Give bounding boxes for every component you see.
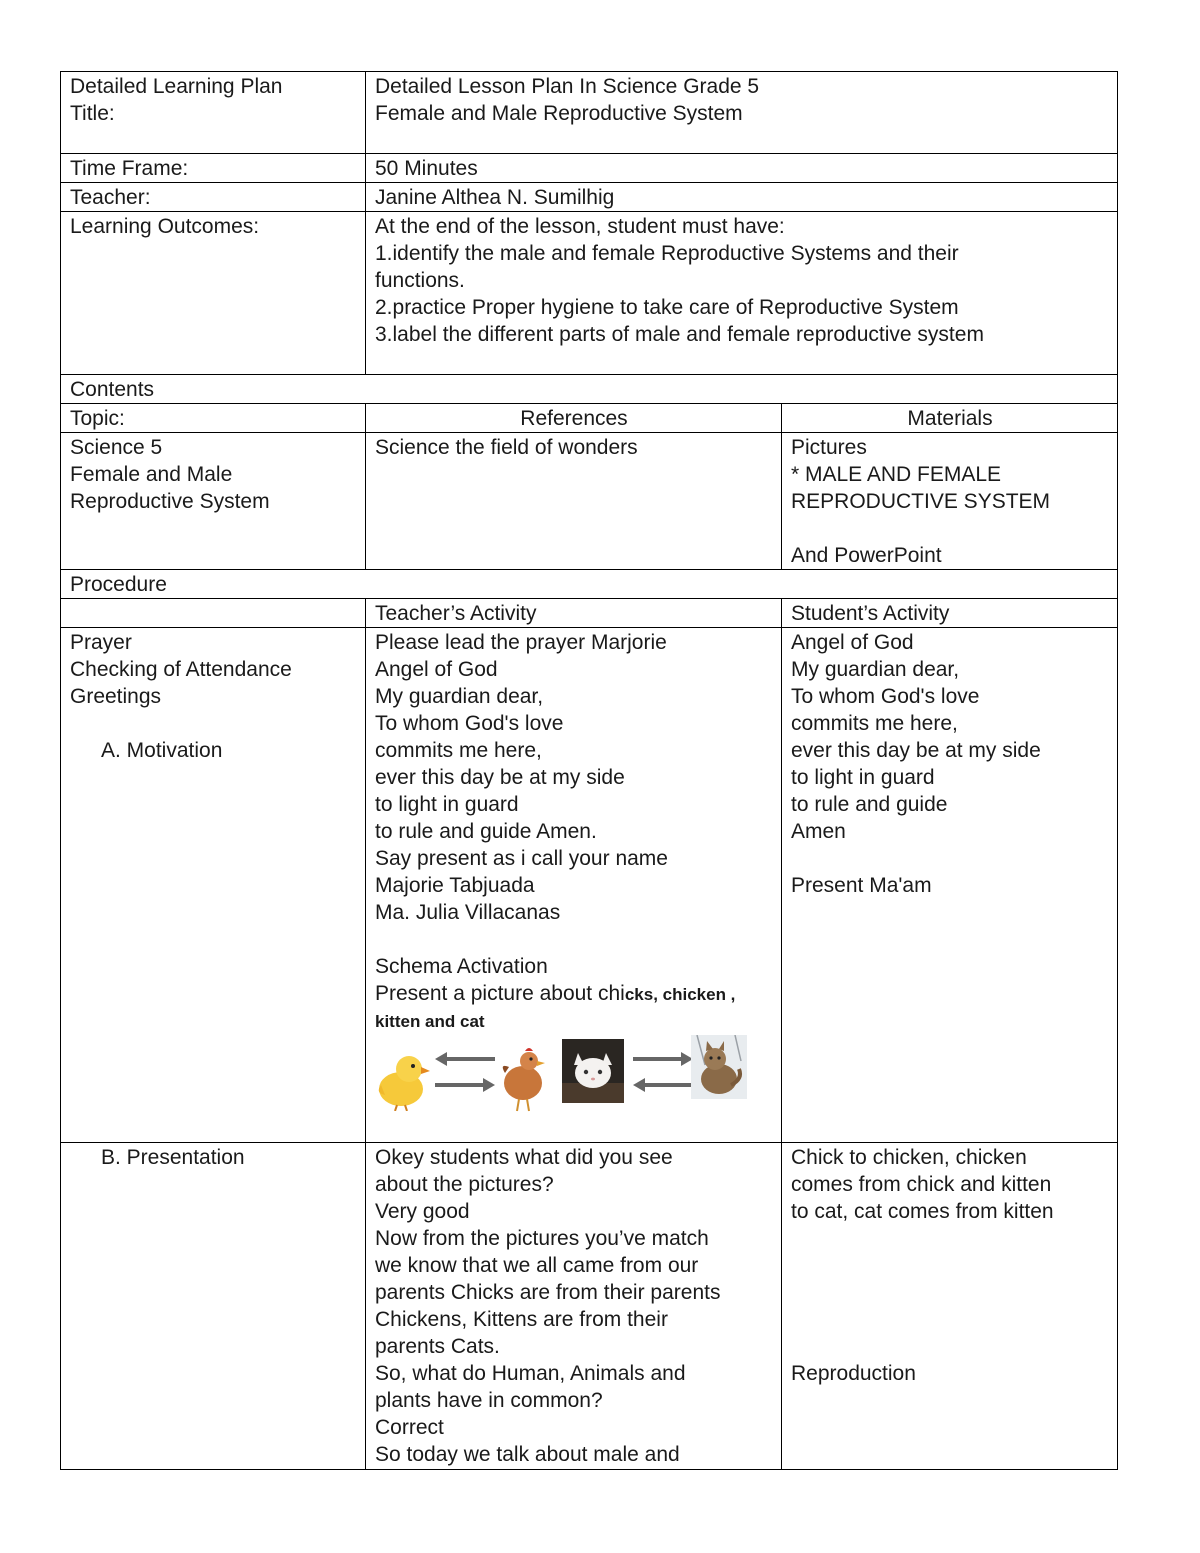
contents-row [61,433,1118,570]
procedure-heading: Procedure [61,570,1118,599]
teacher-line: parents Cats. [375,1335,500,1358]
spacer [791,515,1109,542]
schema-activation: Schema Activation [375,955,548,978]
teacher-line: to light in guard [375,793,519,816]
teacher-line: Okey students what did you see [375,1146,673,1169]
col-materials-header: Materials [782,404,1118,433]
student-present: Present Ma'am [791,874,932,897]
student-line: My guardian dear, [791,658,960,681]
section-presentation: B. Presentation [101,1146,245,1169]
student-line: to rule and guide [791,793,948,816]
teacher-line: parents Chicks are from their parents [375,1281,721,1304]
contents-heading: Contents [61,375,1118,404]
present-picture-bold: cks, chicken , [624,985,736,1004]
procedure-header-row [61,599,1118,628]
time-value: 50 Minutes [366,154,1118,183]
teacher-line: Say present as i call your name [375,847,668,870]
kitten-image [562,1039,624,1103]
chicken-image [499,1043,549,1113]
procedure-blank-header [61,599,366,628]
material-line: * MALE AND FEMALE [791,463,1002,486]
teacher-line: Very good [375,1200,470,1223]
topic-cell [61,433,366,570]
teacher-line: Angel of God [375,658,498,681]
contents-header-row [61,404,1118,433]
spacer [791,1279,1109,1306]
teacher-line: Ma. Julia Villacanas [375,901,561,924]
procedure-left-cell [61,628,366,1143]
lesson-plan-table [60,71,1118,1470]
outcomes-value-cell [366,212,1118,375]
student-answer: Reproduction [791,1362,916,1385]
student-line: commits me here, [791,712,958,735]
teacher-line: So, what do Human, Animals and [375,1362,686,1385]
student-presentation-cell [782,1143,1118,1470]
student-line: Chick to chicken, chicken [791,1146,1027,1169]
col-student-header: Student’s Activity [782,599,1118,628]
outcome-line: 3.label the different parts of male and female reproductive system [375,323,984,346]
teacher-label: Teacher: [61,183,366,212]
student-line: To whom God's love [791,685,980,708]
title-label-cell [61,72,366,154]
spacer [791,1225,1109,1252]
material-line: Pictures [791,436,867,459]
spacer [791,1333,1109,1360]
present-picture-text: Present a picture about chi [375,982,625,1005]
teacher-line: commits me here, [375,739,542,762]
outcomes-row [61,212,1118,375]
procedure-row-motivation [61,628,1118,1143]
spacer [791,845,1109,872]
chick-image [375,1049,431,1111]
topic-line: Female and Male [70,463,233,486]
contents-heading-row [61,375,1118,404]
teacher-row [61,183,1118,212]
student-line: Amen [791,820,846,843]
spacer [791,1306,1109,1333]
title-label-line: Detailed Learning Plan [70,75,283,98]
procedure-step: Checking of Attendance [70,658,292,681]
spacer [791,1252,1109,1279]
cat-image [691,1035,747,1099]
student-line: comes from chick and kitten [791,1173,1052,1196]
animal-pictures [375,1039,773,1117]
spacer [375,926,773,953]
teacher-line: To whom God's love [375,712,564,735]
topic-line: Science 5 [70,436,163,459]
teacher-line: about the pictures? [375,1173,554,1196]
procedure-heading-row [61,570,1118,599]
section-motivation: A. Motivation [101,739,223,762]
reference-line: Science the field of wonders [375,436,638,459]
material-line: And PowerPoint [791,544,942,567]
student-activity-cell [782,628,1118,1143]
present-picture-line2: kitten and cat [375,1012,485,1031]
present-picture-line [375,980,773,1008]
teacher-line: Please lead the prayer Marjorie [375,631,667,654]
time-label: Time Frame: [61,154,366,183]
teacher-line: Chickens, Kittens are from their [375,1308,668,1331]
outcomes-label: Learning Outcomes: [61,212,366,375]
title-row [61,72,1118,154]
student-line: to light in guard [791,766,935,789]
col-teacher-header: Teacher’s Activity [366,599,782,628]
teacher-line: ever this day be at my side [375,766,625,789]
procedure-step: Prayer [70,631,132,654]
teacher-activity-cell [366,628,782,1143]
title-value-line: Detailed Lesson Plan In Science Grade 5 [375,75,760,98]
references-cell [366,433,782,570]
title-label-line: Title: [70,102,115,125]
procedure-row-presentation [61,1143,1118,1470]
teacher-line: to rule and guide Amen. [375,820,597,843]
col-references-header: References [366,404,782,433]
teacher-line: Correct [375,1416,444,1439]
teacher-line: Now from the pictures you’ve match [375,1227,709,1250]
outcome-line: 2.practice Proper hygiene to take care of Reproductive System [375,296,959,319]
student-line: ever this day be at my side [791,739,1041,762]
outcome-line: At the end of the lesson, student must have: [375,215,785,238]
material-line: REPRODUCTIVE SYSTEM [791,490,1051,513]
outcome-line: 1.identify the male and female Reproductive Systems and their [375,242,959,265]
materials-cell [782,433,1118,570]
time-row [61,154,1118,183]
teacher-line: Majorie Tabjuada [375,874,535,897]
student-line: Angel of God [791,631,914,654]
teacher-value: Janine Althea N. Sumilhig [366,183,1118,212]
outcome-line: functions. [375,269,465,292]
teacher-line: plants have in common? [375,1389,603,1412]
col-topic-header: Topic: [61,404,366,433]
teacher-line: So today we talk about male and [375,1443,680,1466]
procedure-step: Greetings [70,685,162,708]
spacer [70,710,357,737]
student-line: to cat, cat comes from kitten [791,1200,1054,1223]
presentation-left-cell [61,1143,366,1470]
topic-line: Reproductive System [70,490,270,513]
teacher-line: we know that we all came from our [375,1254,699,1277]
teacher-presentation-cell [366,1143,782,1470]
teacher-line: My guardian dear, [375,685,544,708]
arrows-kitten-cat-icon [631,1047,695,1095]
arrows-chick-chicken-icon [433,1047,497,1095]
title-value-cell [366,72,1118,154]
title-value-line: Female and Male Reproductive System [375,102,743,125]
